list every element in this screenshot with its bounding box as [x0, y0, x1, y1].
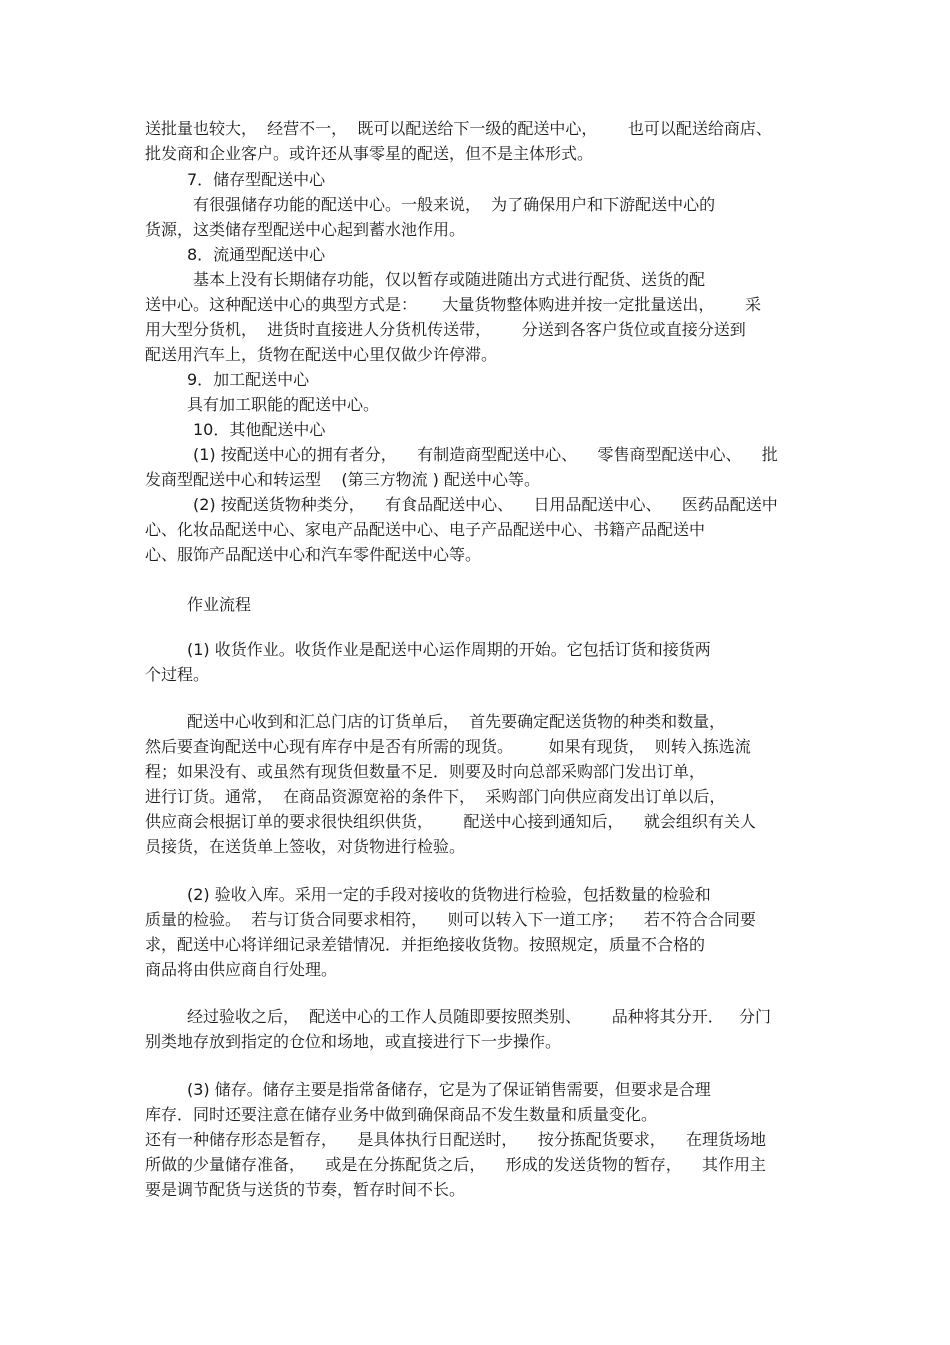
text-line: 还有一种储存形态是暂存， 是具体执行日配送时， 按分拣配货要求， 在理货场地	[145, 1130, 767, 1149]
text-line: 用大型分货机， 进货时直接进人分货机传送带， 分送到各客户货位或直接分送到	[145, 320, 746, 339]
text-line: 然后要查询配送中心现有库存中是否有所需的现货。 如果有现货， 则转入拣选流	[145, 737, 751, 756]
text-line: 批发商和企业客户。或许还从事零星的配送，但不是主体形式。	[145, 144, 594, 163]
text-line: (3) 储存。储存主要是指常备储存，它是为了保证销售需要，但要求是合理	[187, 1080, 711, 1099]
text-line: 商品将由供应商自行处理。	[145, 960, 338, 979]
text-line: 配送中心收到和汇总门店的订货单后， 首先要确定配送货物的种类和数量，	[187, 712, 726, 731]
text-line: 供应商会根据订单的要求很快组织供货， 配送中心接到通知后， 就会组织有关人	[145, 812, 756, 831]
text-line: 有很强储存功能的配送中心。一般来说， 为了确保用户和下游配送中心的	[193, 195, 716, 214]
text-line: (2) 验收入库。采用一定的手段对接收的货物进行检验，包括数量的检验和	[187, 885, 711, 904]
section-heading: 作业流程	[187, 595, 252, 614]
text-line: 送批量也较大， 经营不一， 既可以配送给下一级的配送中心， 也可以配送给商店、	[145, 119, 772, 138]
section-heading: 9．加工配送中心	[187, 370, 310, 389]
text-line: 程；如果没有、或虽然有现货但数量不足．则要及时向总部采购部门发出订单，	[145, 762, 706, 781]
text-line: 个过程。	[145, 665, 210, 684]
text-line: 求，配送中心将详细记录差错情况．并拒绝接收货物。按照规定，质量不合格的	[145, 935, 706, 954]
text-line: 送中心。这种配送中心的典型方式是： 大量货物整体购进并按一定批量送出， 采	[145, 295, 761, 314]
text-line: (1) 按配送中心的拥有者分， 有制造商型配送中心、 零售商型配送中心、 批	[193, 445, 778, 464]
text-line: 发商型配送中心和转运型 (第三方物流 ) 配送中心等。	[145, 470, 541, 489]
text-line: 员接货，在送货单上签收，对货物进行检验。	[145, 837, 466, 856]
text-line: 配送用汽车上，货物在配送中心里仅做少许停滞。	[145, 345, 498, 364]
section-heading: 8．流通型配送中心	[187, 245, 326, 264]
section-heading: 10．其他配送中心	[193, 420, 326, 439]
text-line: 质量的检验。 若与订货合同要求相符， 则可以转入下一道工序； 若不符合合同要	[145, 910, 756, 929]
text-line: 库存．同时还要注意在储存业务中做到确保商品不发生数量和质量变化。	[145, 1105, 658, 1124]
text-line: 别类地存放到指定的仓位和场地，或直接进行下一步操作。	[145, 1032, 562, 1051]
text-line: (2) 按配送货物种类分， 有食品配送中心、 日用品配送中心、 医药品配送中	[193, 495, 778, 514]
text-line: 心、服饰产品配送中心和汽车零件配送中心等。	[145, 545, 482, 564]
text-line: 心、化妆品配送中心、家电产品配送中心、电子产品配送中心、书籍产品配送中	[145, 520, 706, 539]
text-line: 基本上没有长期储存功能，仅以暂存或随进随出方式进行配货、送货的配	[193, 270, 706, 289]
text-line: 要是调节配货与送货的节奏，暂存时间不长。	[145, 1180, 466, 1199]
text-line: 所做的少量储存准备， 或是在分拣配货之后， 形成的发送货物的暂存， 其作用主	[145, 1155, 767, 1174]
text-line: 经过验收之后， 配送中心的工作人员随即要按照类别、 品种将其分开． 分门	[187, 1007, 771, 1026]
text-line: 具有加工职能的配送中心。	[187, 395, 380, 414]
text-line: 货源，这类储存型配送中心起到蓄水池作用。	[145, 220, 466, 239]
section-heading: 7．储存型配送中心	[187, 170, 326, 189]
text-line: 进行订货。通常， 在商品资源宽裕的条件下， 采购部门向供应商发出订单以后，	[145, 787, 726, 806]
text-line: (1) 收货作业。收货作业是配送中心运作周期的开始。它包括订货和接货两	[187, 640, 711, 659]
